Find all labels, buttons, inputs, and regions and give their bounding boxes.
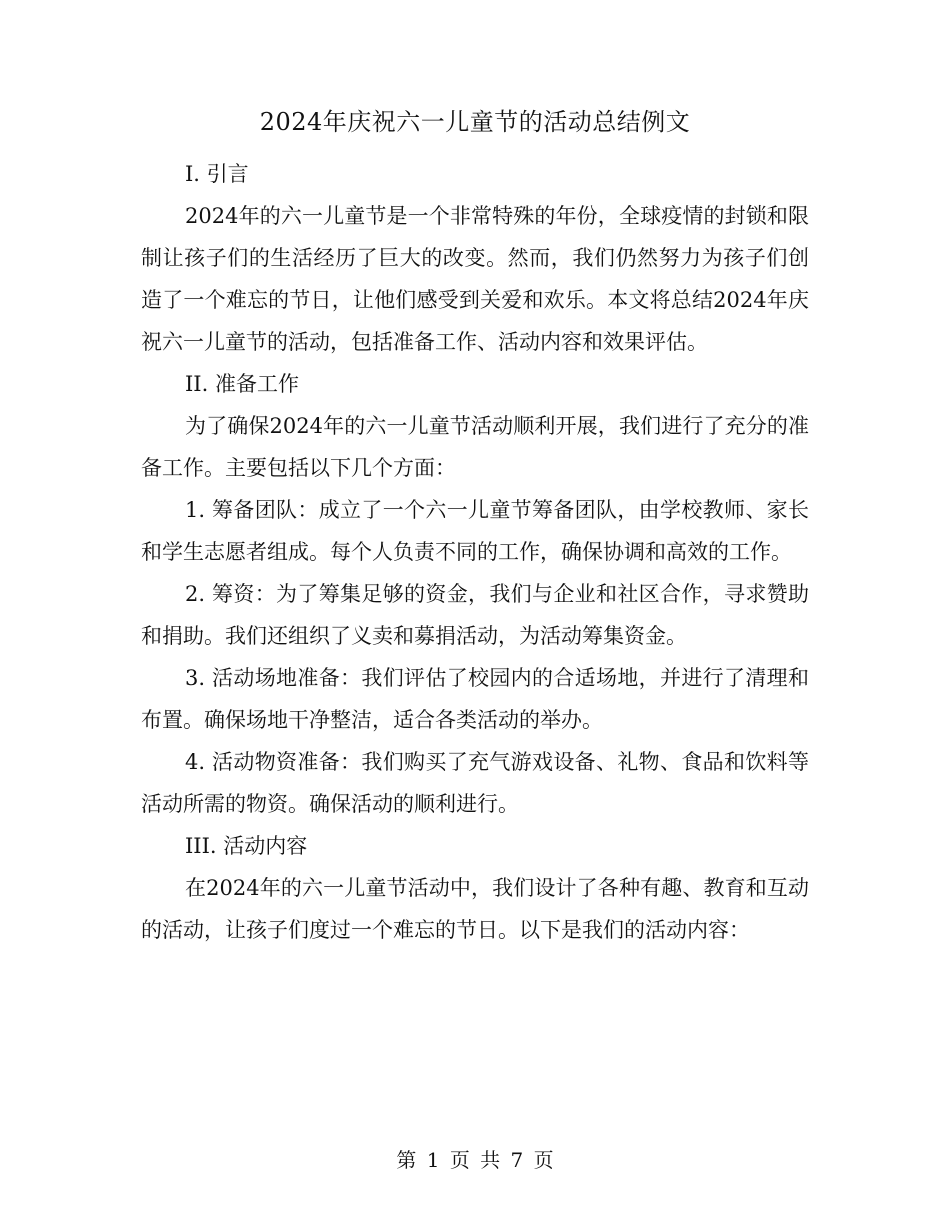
paragraph-activities-intro: 在2024年的六一儿童节活动中，我们设计了各种有趣、教育和互动的活动，让孩子们度过一个难忘的节日。以下是我们的活动内容： xyxy=(141,876,809,942)
paragraph-preparation-intro: 为了确保2024年的六一儿童节活动顺利开展，我们进行了充分的准备工作。主要包括以下几个方面： xyxy=(141,414,809,480)
list-item-supplies: 4. 活动物资准备：我们购买了充气游戏设备、礼物、食品和饮料等活动所需的物资。确保活动的顺利进行。 xyxy=(141,750,809,816)
section-heading-preparation: II. 准备工作 xyxy=(185,372,299,396)
section-heading-introduction: I. 引言 xyxy=(185,162,249,186)
list-item-team: 1. 筹备团队：成立了一个六一儿童节筹备团队，由学校教师、家长和学生志愿者组成。每个人负责不同的工作，确保协调和高效的工作。 xyxy=(141,498,809,564)
document-body xyxy=(141,153,809,951)
list-item-venue: 3. 活动场地准备：我们评估了校园内的合适场地，并进行了清理和布置。确保场地干净整洁，适合各类活动的举办。 xyxy=(141,666,809,732)
list-item-funding: 2. 筹资：为了筹集足够的资金，我们与企业和社区合作，寻求赞助和捐助。我们还组织了义卖和募捐活动，为活动筹集资金。 xyxy=(141,582,809,648)
document-title: 2024年庆祝六一儿童节的活动总结例文 xyxy=(259,108,691,136)
paragraph-introduction: 2024年的六一儿童节是一个非常特殊的年份，全球疫情的封锁和限制让孩子们的生活经历了巨大的改变。然而，我们仍然努力为孩子们创造了一个难忘的节日，让他们感受到关爱和欢乐。本文将总结2024年庆祝六一儿童节的活动，包括准备工作、活动内容和效果评估。 xyxy=(141,204,809,354)
section-heading-activities: III. 活动内容 xyxy=(185,834,308,858)
page-number-footer: 第 1 页 共 7 页 xyxy=(396,1148,554,1172)
